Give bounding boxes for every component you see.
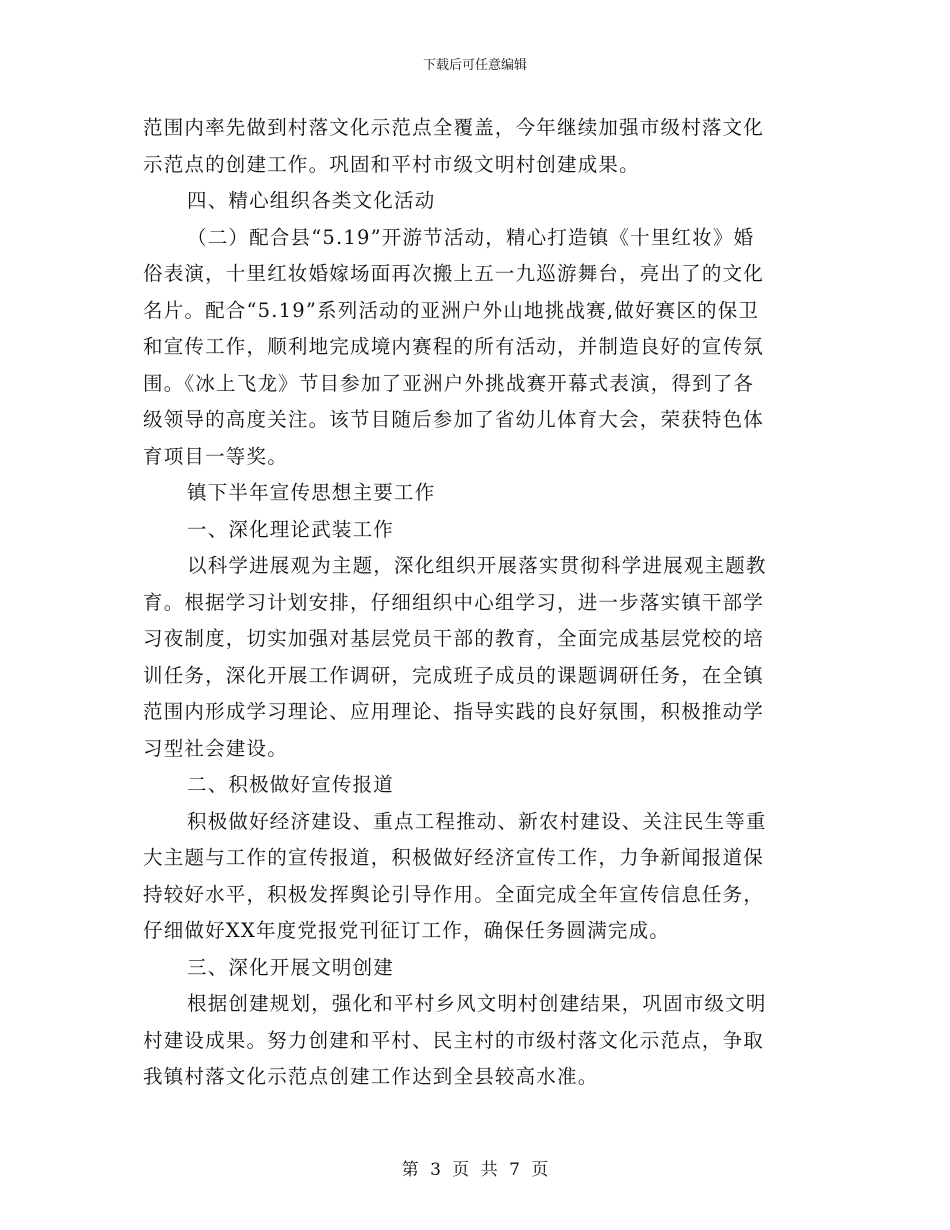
text-line: 村建设成果。努力创建和平村、民主村的市级村落文化示范点，争取 [143, 1028, 765, 1052]
text-line: （二）配合县“5.19”开游节活动，精心打造镇《十里红妆》婚 [187, 225, 755, 249]
text-line: 一、深化理论武装工作 [187, 517, 395, 541]
text-line: 级领导的高度关注。该节目随后参加了省幼儿体育大会，荣获特色体 [143, 408, 765, 431]
document-body [143, 110, 808, 1096]
text-line: 范围内形成学习理论、应用理论、指导实践的良好氛围，积极推动学 [143, 700, 765, 723]
text-line: 训任务，深化开展工作调研，完成班子成员的课题调研任务，在全镇 [143, 663, 765, 687]
text-line: 示范点的创建工作。巩固和平村市级文明村创建成果。 [143, 152, 640, 176]
text-line: 和宣传工作，顺利地完成境内赛程的所有活动，并制造良好的宣传氛 [143, 335, 765, 358]
text-line: 大主题与工作的宣传报道，积极做好经济宣传工作，力争新闻报道保 [143, 846, 765, 869]
text-line: 育项目一等奖。 [143, 444, 288, 468]
text-line: 根据创建规划，强化和平村乡风文明村创建结果，巩固市级文明 [187, 992, 767, 1015]
page-footer: 第 3 页 共 7 页 [401, 1160, 549, 1180]
text-line: 三、深化开展文明创建 [187, 955, 395, 979]
text-line: 仔细做好XX年度党报党刊征订工作，确保任务圆满完成。 [143, 919, 670, 942]
text-line: 二、积极做好宣传报道 [187, 773, 395, 796]
text-line: 以科学进展观为主题，深化组织开展落实贯彻科学进展观主题教 [187, 554, 767, 577]
text-line: 名片。配合“5.19”系列活动的亚洲户外山地挑战赛,做好赛区的保卫 [143, 298, 760, 322]
text-line: 俗表演，十里红妆婚嫁场面再次搬上五一九巡游舞台，亮出了的文化 [143, 262, 765, 285]
text-line: 习夜制度，切实加强对基层党员干部的教育，全面完成基层党校的培 [143, 627, 765, 650]
text-line: 我镇村落文化示范点创建工作达到全县较高水准。 [143, 1065, 599, 1088]
page-header: 下载后可任意编辑 [422, 58, 527, 73]
text-line: 积极做好经济建设、重点工程推动、新农村建设、关注民生等重 [187, 809, 767, 833]
text-line: 镇下半年宣传思想主要工作 [187, 481, 436, 504]
text-line: 范围内率先做到村落文化示范点全覆盖，今年继续加强市级村落文化 [143, 116, 765, 139]
text-line: 持较好水平，积极发挥舆论引导作用。全面完成全年宣传信息任务， [143, 882, 765, 906]
text-line: 围。《冰上飞龙》节目参加了亚洲户外挑战赛开幕式表演，得到了各 [143, 371, 755, 395]
text-line: 四、精心组织各类文化活动 [187, 189, 436, 212]
text-line: 习型社会建设。 [143, 736, 288, 760]
text-line: 育。根据学习计划安排，仔细组织中心组学习，进一步落实镇干部学 [143, 590, 765, 614]
